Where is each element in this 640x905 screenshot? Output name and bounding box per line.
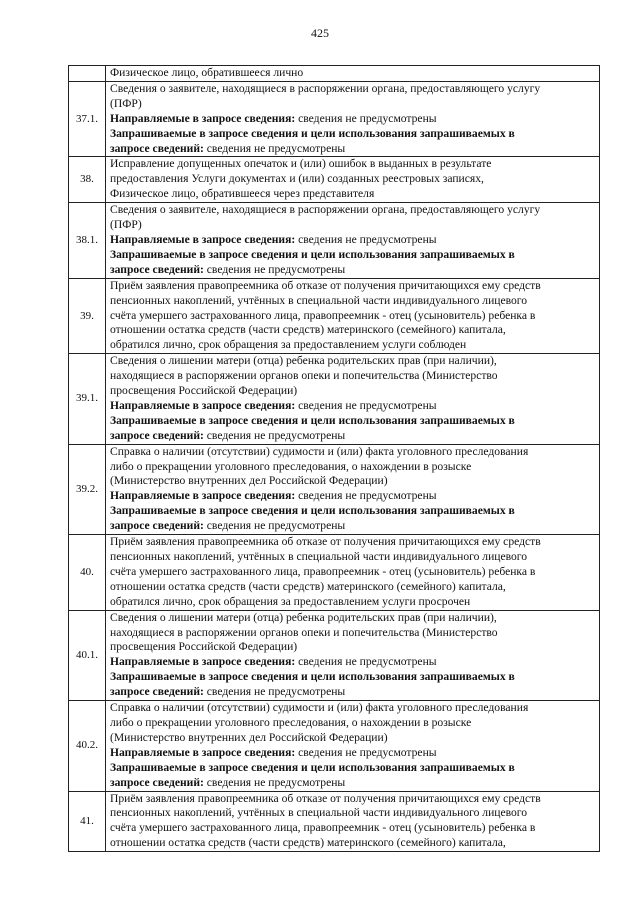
line-text: либо о прекращении уголовного преследования, о нахождении в розыске bbox=[110, 715, 472, 729]
line-text: счёта умершего застрахованного лица, правопреемник - отец (усыновитель) ребенка в bbox=[110, 821, 536, 835]
text-line bbox=[110, 429, 597, 444]
row-number: 39. bbox=[69, 278, 106, 354]
text-line bbox=[110, 535, 597, 550]
table-row bbox=[69, 203, 600, 279]
bold-label: Направляемые в запросе сведения: bbox=[110, 111, 296, 125]
line-text: пенсионных накоплений, учтённых в специальной части индивидуального лицевого bbox=[110, 293, 528, 307]
row-content bbox=[106, 444, 600, 534]
text-line bbox=[110, 97, 597, 112]
text-line bbox=[110, 836, 597, 851]
bold-label: Запрашиваемые в запросе сведения и цели использования запрашиваемых в bbox=[110, 760, 515, 774]
row-content bbox=[106, 610, 600, 700]
line-text: пенсионных накоплений, учтённых в специальной части индивидуального лицевого bbox=[110, 806, 528, 820]
line-text: (Министерство внутренних дел Российской Федерации) bbox=[110, 474, 388, 488]
row-content bbox=[106, 701, 600, 791]
text-line bbox=[110, 670, 597, 685]
text-line bbox=[110, 203, 597, 218]
text-line bbox=[110, 263, 597, 278]
line-text: отношении остатка средств (части средств) материнского (семейного) капитала, bbox=[110, 323, 506, 337]
bold-label: Направляемые в запросе сведения: bbox=[110, 745, 296, 759]
line-text: Справка о наличии (отсутствии) судимости и (или) факта уголовного преследования bbox=[110, 444, 529, 458]
line-text: Сведения о лишении матери (отца) ребенка родительских прав (при наличии), bbox=[110, 610, 497, 624]
text-line bbox=[110, 354, 597, 369]
text-line bbox=[110, 776, 597, 791]
row-content bbox=[106, 81, 600, 157]
line-text: обратился лично, срок обращения за предоставлением услуги соблюден bbox=[110, 338, 467, 352]
line-text: Физическое лицо, обратившееся через представителя bbox=[110, 187, 375, 201]
text-line bbox=[110, 731, 597, 746]
bold-label: запросе сведений: bbox=[110, 519, 204, 533]
text-line bbox=[110, 112, 597, 127]
text-line bbox=[110, 279, 597, 294]
row-content bbox=[106, 791, 600, 852]
line-value: сведения не предусмотрены bbox=[295, 489, 437, 503]
line-text: (Министерство внутренних дел Российской Федерации) bbox=[110, 730, 388, 744]
text-line bbox=[110, 66, 597, 81]
line-text: пенсионных накоплений, учтённых в специальной части индивидуального лицевого bbox=[110, 550, 528, 563]
bold-label: Направляемые в запросе сведения: bbox=[110, 655, 296, 669]
bold-label: запросе сведений: bbox=[110, 262, 204, 276]
line-text: находящиеся в распоряжении органов опеки и попечительства (Министерство bbox=[110, 625, 498, 639]
line-text: Сведения о лишении матери (отца) ребенка родительских прав (при наличии), bbox=[110, 354, 497, 368]
text-line bbox=[110, 338, 597, 353]
bold-label: Запрашиваемые в запросе сведения и цели использования запрашиваемых в bbox=[110, 126, 515, 140]
row-number: 39.2. bbox=[69, 444, 106, 534]
bold-label: запросе сведений: bbox=[110, 141, 204, 155]
table-row bbox=[69, 278, 600, 354]
text-line bbox=[110, 142, 597, 157]
bold-label: запросе сведений: bbox=[110, 685, 204, 699]
text-line bbox=[110, 640, 597, 655]
text-line bbox=[110, 792, 597, 807]
line-text: Справка о наличии (отсутствии) судимости и (или) факта уголовного преследования bbox=[110, 701, 529, 715]
text-line bbox=[110, 445, 597, 460]
text-line bbox=[110, 474, 597, 489]
line-text: счёта умершего застрахованного лица, правопреемник - отец (усыновитель) ребенка в bbox=[110, 308, 536, 322]
line-text: Приём заявления правопреемника об отказе от получения причитающихся ему средств bbox=[110, 791, 541, 805]
row-content bbox=[106, 278, 600, 354]
row-number: 40.2. bbox=[69, 701, 106, 791]
row-number bbox=[69, 66, 106, 82]
text-line bbox=[110, 655, 597, 670]
bold-label: Запрашиваемые в запросе сведения и цели использования запрашиваемых в bbox=[110, 504, 515, 518]
row-content bbox=[106, 66, 600, 82]
text-line bbox=[110, 157, 597, 172]
text-line bbox=[110, 218, 597, 233]
bold-label: Направляемые в запросе сведения: bbox=[110, 232, 296, 246]
line-value: сведения не предусмотрены bbox=[203, 519, 346, 533]
text-line bbox=[110, 701, 597, 716]
text-line bbox=[110, 172, 597, 187]
row-number: 38. bbox=[69, 157, 106, 203]
text-line bbox=[110, 233, 597, 248]
line-text: отношении остатка средств (части средств) материнского (семейного) капитала, bbox=[110, 579, 506, 593]
text-line bbox=[110, 685, 597, 700]
line-value: сведения не предусмотрены bbox=[203, 685, 346, 699]
row-number: 37.1. bbox=[69, 81, 106, 157]
line-text: отношении остатка средств (части средств) материнского (семейного) капитала, bbox=[110, 836, 506, 850]
text-line bbox=[110, 806, 597, 821]
line-text: (ПФР) bbox=[110, 96, 142, 110]
bold-label: Запрашиваемые в запросе сведения и цели использования запрашиваемых в bbox=[110, 670, 515, 684]
text-line bbox=[110, 565, 597, 580]
line-text: Физическое лицо, обратившееся лично bbox=[110, 66, 304, 79]
line-text: просвещения Российской Федерации) bbox=[110, 640, 298, 654]
bold-label: Направляемые в запросе сведения: bbox=[110, 489, 296, 503]
table-row bbox=[69, 81, 600, 157]
text-line bbox=[110, 595, 597, 610]
bold-label: Запрашиваемые в запросе сведения и цели использования запрашиваемых в bbox=[110, 247, 515, 261]
document-table bbox=[68, 65, 600, 852]
line-text: либо о прекращении уголовного преследования, о нахождении в розыске bbox=[110, 459, 472, 473]
text-line bbox=[110, 309, 597, 324]
line-value: сведения не предусмотрены bbox=[295, 745, 437, 759]
row-content bbox=[106, 157, 600, 203]
text-line bbox=[110, 384, 597, 399]
line-text: Приём заявления правопреемника об отказе от получения причитающихся ему средств bbox=[110, 278, 541, 292]
text-line bbox=[110, 489, 597, 504]
row-content bbox=[106, 535, 600, 611]
page-number: 425 bbox=[311, 26, 329, 40]
line-text: счёта умершего застрахованного лица, правопреемник - отец (усыновитель) ребенка в bbox=[110, 564, 536, 578]
row-number: 38.1. bbox=[69, 203, 106, 279]
line-value: сведения не предусмотрены bbox=[203, 262, 346, 276]
text-line bbox=[110, 611, 597, 626]
bold-label: запросе сведений: bbox=[110, 775, 204, 789]
table-row bbox=[69, 444, 600, 534]
table-row bbox=[69, 535, 600, 611]
table-row bbox=[69, 791, 600, 852]
text-line bbox=[110, 746, 597, 761]
text-line bbox=[110, 399, 597, 414]
bold-label: Запрашиваемые в запросе сведения и цели использования запрашиваемых в bbox=[110, 413, 515, 427]
text-line bbox=[110, 323, 597, 338]
text-line bbox=[110, 294, 597, 309]
row-number: 39.1. bbox=[69, 354, 106, 444]
line-value: сведения не предусмотрены bbox=[203, 775, 346, 789]
line-value: сведения не предусмотрены bbox=[203, 428, 346, 442]
text-line bbox=[110, 127, 597, 142]
line-value: сведения не предусмотрены bbox=[295, 232, 437, 246]
table-row bbox=[69, 354, 600, 444]
row-number: 40.1. bbox=[69, 610, 106, 700]
line-text: Приём заявления правопреемника об отказе от получения причитающихся ему средств bbox=[110, 535, 541, 549]
row-content bbox=[106, 203, 600, 279]
row-content bbox=[106, 354, 600, 444]
line-value: сведения не предусмотрены bbox=[203, 141, 346, 155]
text-line bbox=[110, 369, 597, 384]
text-line bbox=[110, 187, 597, 202]
text-line bbox=[110, 504, 597, 519]
line-value: сведения не предусмотрены bbox=[295, 398, 437, 412]
text-line bbox=[110, 580, 597, 595]
line-text: (ПФР) bbox=[110, 218, 142, 232]
table-row bbox=[69, 157, 600, 203]
text-line bbox=[110, 761, 597, 776]
line-value: сведения не предусмотрены bbox=[295, 111, 437, 125]
table-row bbox=[69, 66, 600, 82]
table-body bbox=[69, 66, 600, 852]
text-line bbox=[110, 82, 597, 97]
text-line bbox=[110, 248, 597, 263]
bold-label: запросе сведений: bbox=[110, 428, 204, 442]
text-line bbox=[110, 716, 597, 731]
text-line bbox=[110, 821, 597, 836]
table-row bbox=[69, 701, 600, 791]
line-value: сведения не предусмотрены bbox=[295, 655, 437, 669]
line-text: обратился лично, срок обращения за предоставлением услуги просрочен bbox=[110, 594, 471, 608]
text-line bbox=[110, 519, 597, 534]
text-line bbox=[110, 626, 597, 641]
table-row bbox=[69, 610, 600, 700]
text-line bbox=[110, 414, 597, 429]
line-text: Сведения о заявителе, находящиеся в распоряжении органа, предоставляющего услугу bbox=[110, 81, 541, 95]
line-text: находящиеся в распоряжении органов опеки и попечительства (Министерство bbox=[110, 369, 498, 383]
row-number: 41. bbox=[69, 791, 106, 852]
line-text: предоставления Услуги документах и (или) созданных реестровых записях, bbox=[110, 172, 484, 186]
row-number: 40. bbox=[69, 535, 106, 611]
line-text: просвещения Российской Федерации) bbox=[110, 384, 298, 398]
text-line bbox=[110, 550, 597, 565]
line-text: Исправление допущенных опечаток и (или) ошибок в выданных в результате bbox=[110, 157, 492, 171]
text-line bbox=[110, 460, 597, 475]
bold-label: Направляемые в запросе сведения: bbox=[110, 398, 296, 412]
line-text: Сведения о заявителе, находящиеся в распоряжении органа, предоставляющего услугу bbox=[110, 203, 541, 217]
